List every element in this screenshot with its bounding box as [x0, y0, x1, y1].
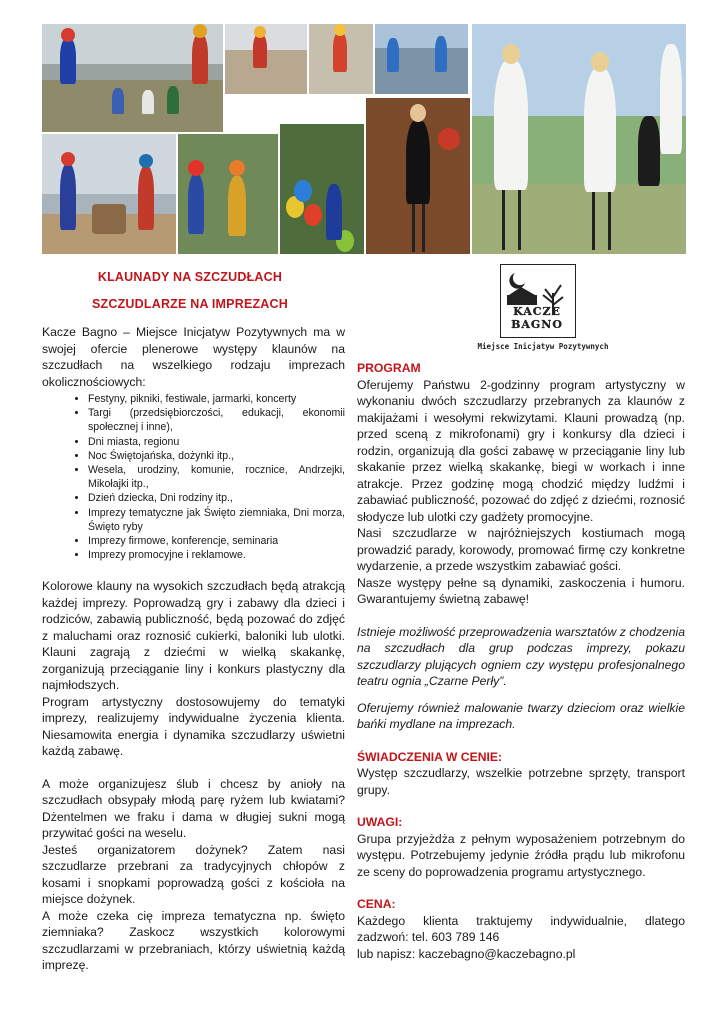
included-heading: ŚWIADCZENIA W CENIE:: [357, 749, 503, 764]
workshops-note: Istnieje możliwość przeprowadzenia warsztatów z chodzenia na szczudłach dla grup podczas imprezy, pokazu szczudlarzy plujących ogniem czy występu profesjonalnego teatru ognia „Czarne Perły”.: [357, 624, 685, 688]
contact-email: lub napisz: kaczebagno@kaczebagno.pl: [357, 946, 576, 961]
program-heading: PROGRAM: [357, 361, 421, 375]
list-item: • Imprezy firmowe, konferencje, seminaria: [88, 534, 345, 548]
program-paragraph-2: Nasi szczudlarze w najróżniejszych kostiumach mogą prowadzić parady, korowody, promować firmę czy konkretne wydarzenie, a przede wszystkim zabawiać gości.: [357, 526, 685, 573]
intro-paragraph: Kacze Bagno – Miejsce Inicjatyw Pozytywnych ma w swojej ofercie plenerowe występy klaunów na szczudłach na wszelkiego rodzaju imprezach okolicznościowych:: [42, 325, 345, 389]
photo-stilt-walker-red: [309, 24, 373, 94]
list-item: • Noc Świętojańska, dożynki itp.,: [88, 449, 345, 463]
paragraph-wedding: A może organizujesz ślub i chcesz by anioły na szczudłach obsypały młodą parę ryżem lub kwiatami? Dżentelmen we fraku i dama w długiej sukni mogą przywitać gości na weselu.: [42, 776, 345, 841]
event-types-list: [42, 392, 345, 562]
paragraph-theme: A może czeka cię impreza tematyczna np. święto ziemniaka? Zaskocz wszystkich kolorowymi szczudlarzami w przebraniach, którzy uświetnią każdą imprezę.: [42, 908, 345, 973]
photo-blue-stilt-walkers: [375, 24, 468, 94]
price-text: Każdego klienta traktujemy indywidualnie, dlatego: [357, 913, 685, 928]
photo-balloons-children: [280, 124, 364, 254]
paragraph-program: Program artystyczny dostosowujemy do tematyki imprezy, realizujemy indywidualne życzenia klienta. Niesamowita energia i dynamika szczudlarzy uświetni każdą zabawę.: [42, 694, 345, 759]
sub-title: SZCZUDLARZE NA IMPREZACH: [92, 297, 288, 311]
program-paragraph-3: Nasze występy pełne są dynamiki, zaskoczenia i humoru. Gwarantujemy świetną zabawę!: [357, 575, 685, 606]
list-item: • Festyny, pikniki, festiwale, jarmarki, koncerty: [88, 392, 345, 406]
right-column: [357, 360, 685, 962]
list-item: • Dni miasta, regionu: [88, 435, 345, 449]
face-painting-note: Oferujemy również malowanie twarzy dzieciom oraz wielkie bańki mydlane na imprezach.: [357, 700, 685, 731]
photo-clowns-tug-of-war: [42, 24, 223, 132]
price-heading: CENA:: [357, 897, 396, 911]
logo-graphic-icon: [501, 265, 574, 336]
program-paragraph-1: Oferujemy Państwu 2-godzinny program artystyczny w wykonaniu dwóch szczudlarzy przebranych za klaunów z makijażami i wesołymi rekwizytami. Klauni prowadzą (np. przed sceną z mikrofonami) gry i konkursy dla dzieci i rodzin, organizują dla gości zabawę w przeciąganie liny lub skakanie przez wielką skakankę, biegi w workach i inne atrakcje. Przez godzinę mogą chodzić między ludźmi i zabawiać publiczność, pozować do zdjęć z dziećmi, roznosić słodycze lub ulotki czy gadżety promocyjne.: [357, 377, 685, 524]
list-item: • Targi (przedsiębiorczości, edukacji, ekonomii społecznej i inne),: [88, 406, 345, 434]
notes-heading: UWAGI:: [357, 815, 403, 829]
left-column: [42, 324, 345, 974]
photo-white-angels: [472, 24, 686, 254]
kacze-bagno-logo: [500, 264, 576, 338]
paragraph-clowns: Kolorowe klauny na wysokich szczudłach będą atrakcją każdej imprezy. Poprowadzą gry i zabawy dla dzieci i rodziców, zabawią publiczność, będą pozować do zdjęć z maluchami oraz roznosić cukierki, baloniki lub ulotki. Klauni zagrają z dziećmi w wielką skakankę, zorganizują przeciąganie liny i konkurs plastyczny dla najmłodszych.: [42, 579, 345, 693]
list-item: • Imprezy tematyczne jak Święto ziemniaka, Dni morza, Święto ryby: [88, 506, 345, 534]
paragraph-harvest: Jesteś organizatorem dożynek? Zatem nasi szczudlarze przebrani za tradycyjnych chłopów z kosami i snopkami poprowadzą gości z kościoła na miejsce dożynek.: [42, 842, 345, 907]
photo-street-stilts: [225, 24, 307, 94]
photo-collage: [42, 24, 686, 254]
photo-gentleman-flowers: [366, 98, 470, 254]
main-title: KLAUNADY NA SZCZUDŁACH: [97, 270, 283, 284]
contact-phone: zadzwoń: tel. 603 789 146: [357, 930, 500, 944]
list-item: • Dzień dziecka, Dni rodziny itp.,: [88, 491, 345, 505]
svg-text:BAGNO: BAGNO: [511, 318, 563, 331]
photo-clowns-balloons: [178, 134, 278, 254]
heading-block: [42, 270, 338, 311]
photo-clowns-seaside: [42, 134, 176, 254]
included-text: Występ szczudlarzy, wszelkie potrzebne sprzęty, transport grupy.: [357, 766, 685, 797]
logo-caption: Miejsce Inicjatyw Pozytywnych: [477, 342, 609, 351]
notes-text: Grupa przyjeżdża z pełnym wyposażeniem potrzebnym do występu. Potrzebujemy jedynie źródła prądu lub mikrofonu ze sceny do poprowadzenia programu artystycznego.: [357, 831, 685, 879]
svg-text:KACZE: KACZE: [513, 305, 561, 318]
list-item: • Wesela, urodziny, komunie, rocznice, Andrzejki, Mikołajki itp.,: [88, 463, 345, 491]
list-item: • Imprezy promocyjne i reklamowe.: [88, 548, 345, 562]
